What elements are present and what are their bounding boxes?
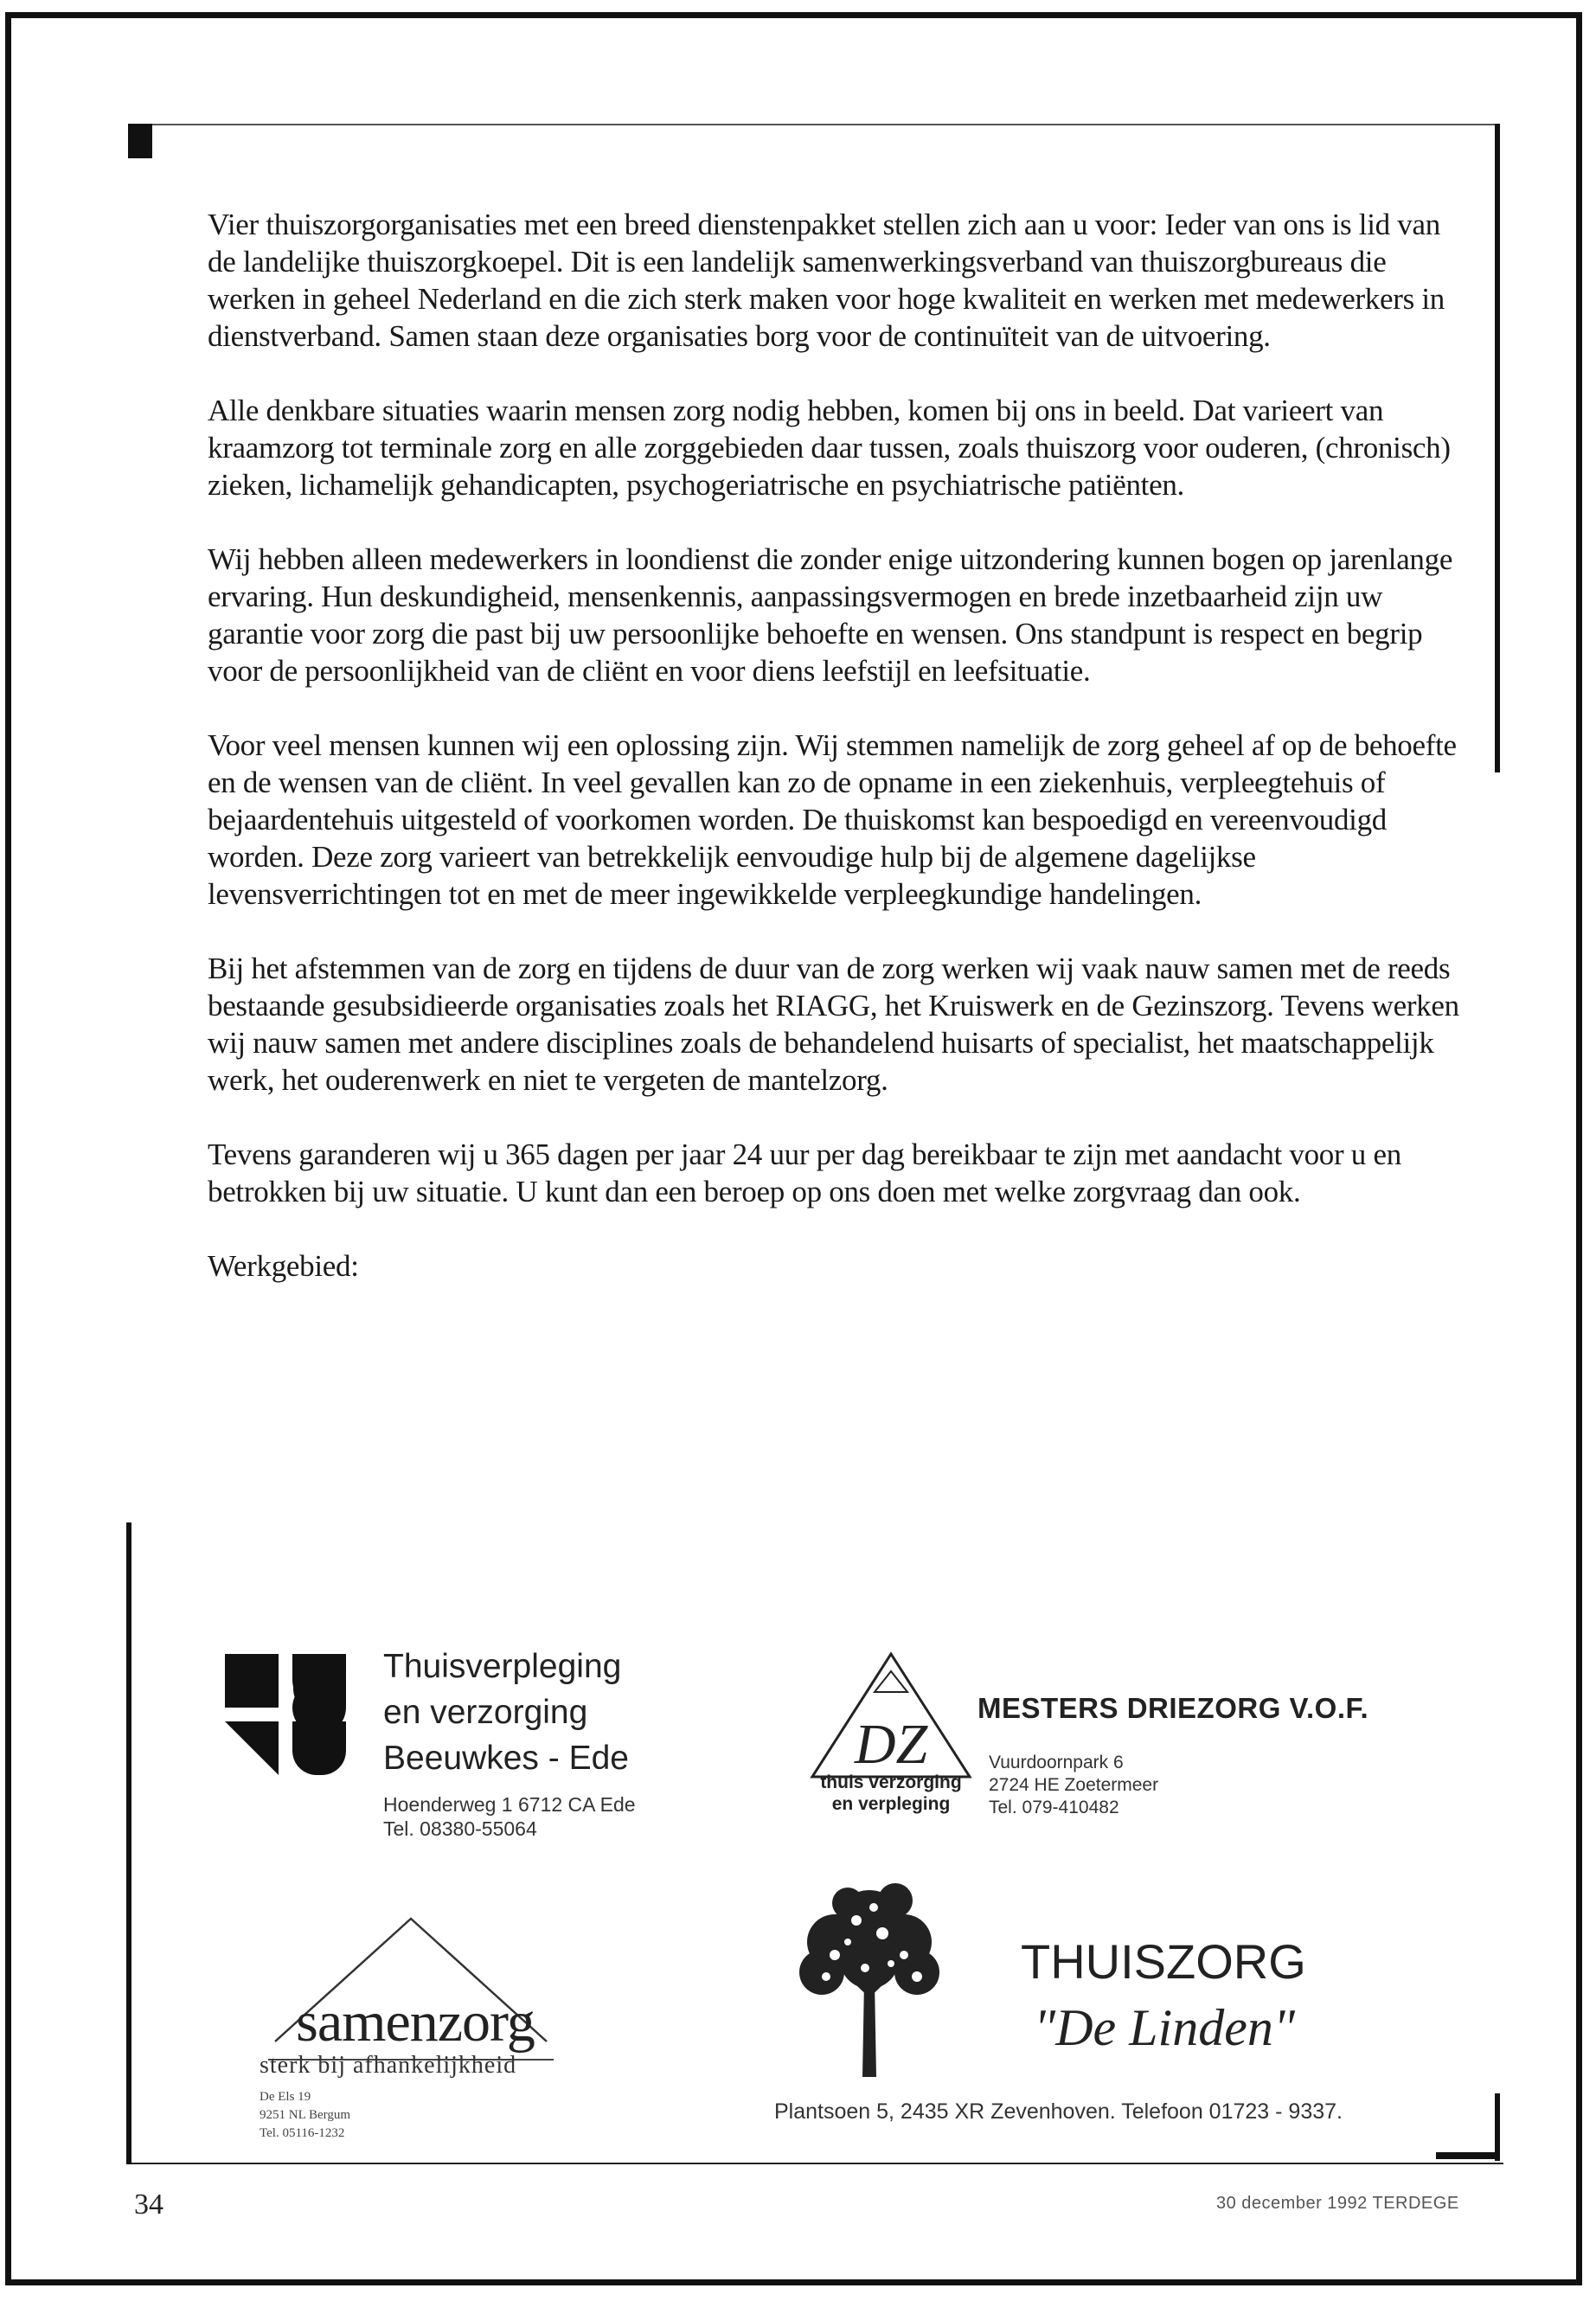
- frame-top-rule: [128, 124, 1497, 125]
- beeuwkes-line3: Beeuwkes - Ede: [383, 1740, 629, 1777]
- werkgebied-label: Werkgebied:: [208, 1249, 359, 1283]
- mesters-address2: 2724 HE Zoetermeer: [989, 1775, 1159, 1795]
- mesters-contact: [989, 1752, 1158, 1819]
- linden-address: Plantsoen 5, 2435 XR Zevenhoven. Telefoon 01723 - 9337.: [774, 2099, 1343, 2124]
- page-number: 34: [134, 2189, 163, 2221]
- linden-title: THUISZORG: [1021, 1934, 1306, 1989]
- corner-marker: [128, 124, 152, 158]
- mesters-name: MESTERS DRIEZORG V.O.F.: [977, 1692, 1369, 1724]
- paragraph-samenwerking: Bij het afstemmen van de zorg en tijdens de duur van de zorg werken wij vaak nauw samen met de reeds bestaande gesubsidieerde organisaties zoals het RIAGG, het Kruiswerk en de Gezinszorg. Tevens werken wij nauw samen met andere disciplines zoals de behandelend huisarts of specialist, het maatschappelijk werk, het ouderenwerk en niet te vergeten de mantelzorg.: [208, 952, 1459, 1097]
- beeuwkes-line2: en verzorging: [383, 1694, 588, 1731]
- beeuwkes-emblem-icon: [225, 1654, 346, 1775]
- frame-corner-tick: [1436, 2152, 1500, 2159]
- mesters-logo-block: [800, 1644, 1492, 1843]
- beeuwkes-title: [383, 1644, 629, 1781]
- paragraph-oplossing: Voor veel mensen kunnen wij een oplossing zijn. Wij stemmen namelijk de zorg geheel af op de behoefte en de wensen van de cliënt. In veel gevallen kan zo de opname in een ziekenhuis, verpleegtehuis of bejaardentehuis uitgesteld of voorkomen worden. De thuiskomst kan bespoedigd en vereenvoudigd worden. Deze zorg varieert van betrekkelijk eenvoudige hulp bij de algemene dagelijkse levensverrichtingen tot en met de meer ingewikkelde verpleegkundige handelingen.: [208, 728, 1457, 911]
- driezorg-triangle-icon: [809, 1650, 973, 1780]
- beeuwkes-phone: Tel. 08380-55064: [383, 1817, 537, 1840]
- linden-logo-block: [774, 1873, 1440, 2132]
- mesters-phone: Tel. 079-410482: [989, 1798, 1119, 1817]
- samenzorg-name: samenzorg: [296, 1990, 535, 2054]
- beeuwkes-line1: Thuisverpleging: [383, 1648, 622, 1685]
- samenzorg-tagline: sterk bij afhankelijkheid: [260, 2052, 517, 2079]
- frame-left-bar: [126, 1522, 131, 2164]
- linden-name: "De Linden": [1034, 1999, 1296, 2056]
- paragraph-situaties: Alle denkbare situaties waarin mensen zorg nodig hebben, komen bij ons in beeld. Dat varieert van kraamzorg tot terminale zorg en alle zorggebieden daar tussen, zoals thuiszorg voor ouderen, (chronisch) zieken, lichamelijk gehandicapten, psychogeriatrische en psychiatrische patiënten.: [208, 394, 1451, 502]
- paragraph-intro: Vier thuiszorgorganisaties met een breed dienstenpakket stellen zich aan u voor: Ieder van ons is lid van de landelijke thuiszorgkoepel. Dit is een landelijk samenwerkingsverband van thuiszorgbureaus die werken in geheel Nederland en die zich sterk maken voor hoge kwaliteit en werken met medewerkers in dienstverband. Samen staan deze organisaties borg voor de continuïteit van de uitvoering.: [208, 208, 1445, 353]
- beeuwkes-logo-block: [225, 1644, 744, 1851]
- frame-bottom-rule: [128, 2163, 1503, 2164]
- samenzorg-address1: De Els 19: [260, 2090, 311, 2104]
- frame-right-bar-bottom: [1495, 2093, 1500, 2161]
- samenzorg-phone: Tel. 05116-1232: [260, 2126, 345, 2140]
- driezorg-emblem-text: DZ: [854, 1713, 928, 1776]
- samenzorg-logo-block: [251, 1912, 597, 2154]
- linden-tree-icon: [774, 1873, 965, 2080]
- article-body: [208, 206, 1462, 1322]
- driezorg-subtitle-line1: thuis verzorging: [820, 1772, 962, 1792]
- paragraph-medewerkers: Wij hebben alleen medewerkers in loondienst die zonder enige uitzondering kunnen bogen op jarenlange ervaring. Hun deskundigheid, mensenkennis, aanpassingsvermogen en brede inzetbaarheid zijn uw garantie voor zorg die past bij uw persoonlijke behoefte en wensen. Ons standpunt is respect en begrip voor de persoonlijkheid van de cliënt en voor diens leefstijl en leefsituatie.: [208, 542, 1453, 688]
- driezorg-subtitle-line2: en verpleging: [831, 1794, 951, 1814]
- paragraph-bereikbaar: Tevens garanderen wij u 365 dagen per jaar 24 uur per dag bereikbaar te zijn met aandacht voor u en betrokken bij uw situatie. U kunt dan een beroep op ons doen met welke zorgvraag dan ook.: [208, 1138, 1401, 1208]
- samenzorg-contact: [260, 2088, 350, 2143]
- beeuwkes-contact: [383, 1792, 636, 1841]
- mesters-address1: Vuurdoornpark 6: [989, 1753, 1124, 1772]
- frame-right-bar-top: [1495, 124, 1500, 772]
- beeuwkes-address: Hoenderweg 1 6712 CA Ede: [383, 1793, 636, 1816]
- samenzorg-address2: 9251 NL Bergum: [260, 2108, 350, 2122]
- issue-date: 30 december 1992 TERDEGE: [1216, 2194, 1459, 2213]
- driezorg-subtitle: [800, 1772, 982, 1815]
